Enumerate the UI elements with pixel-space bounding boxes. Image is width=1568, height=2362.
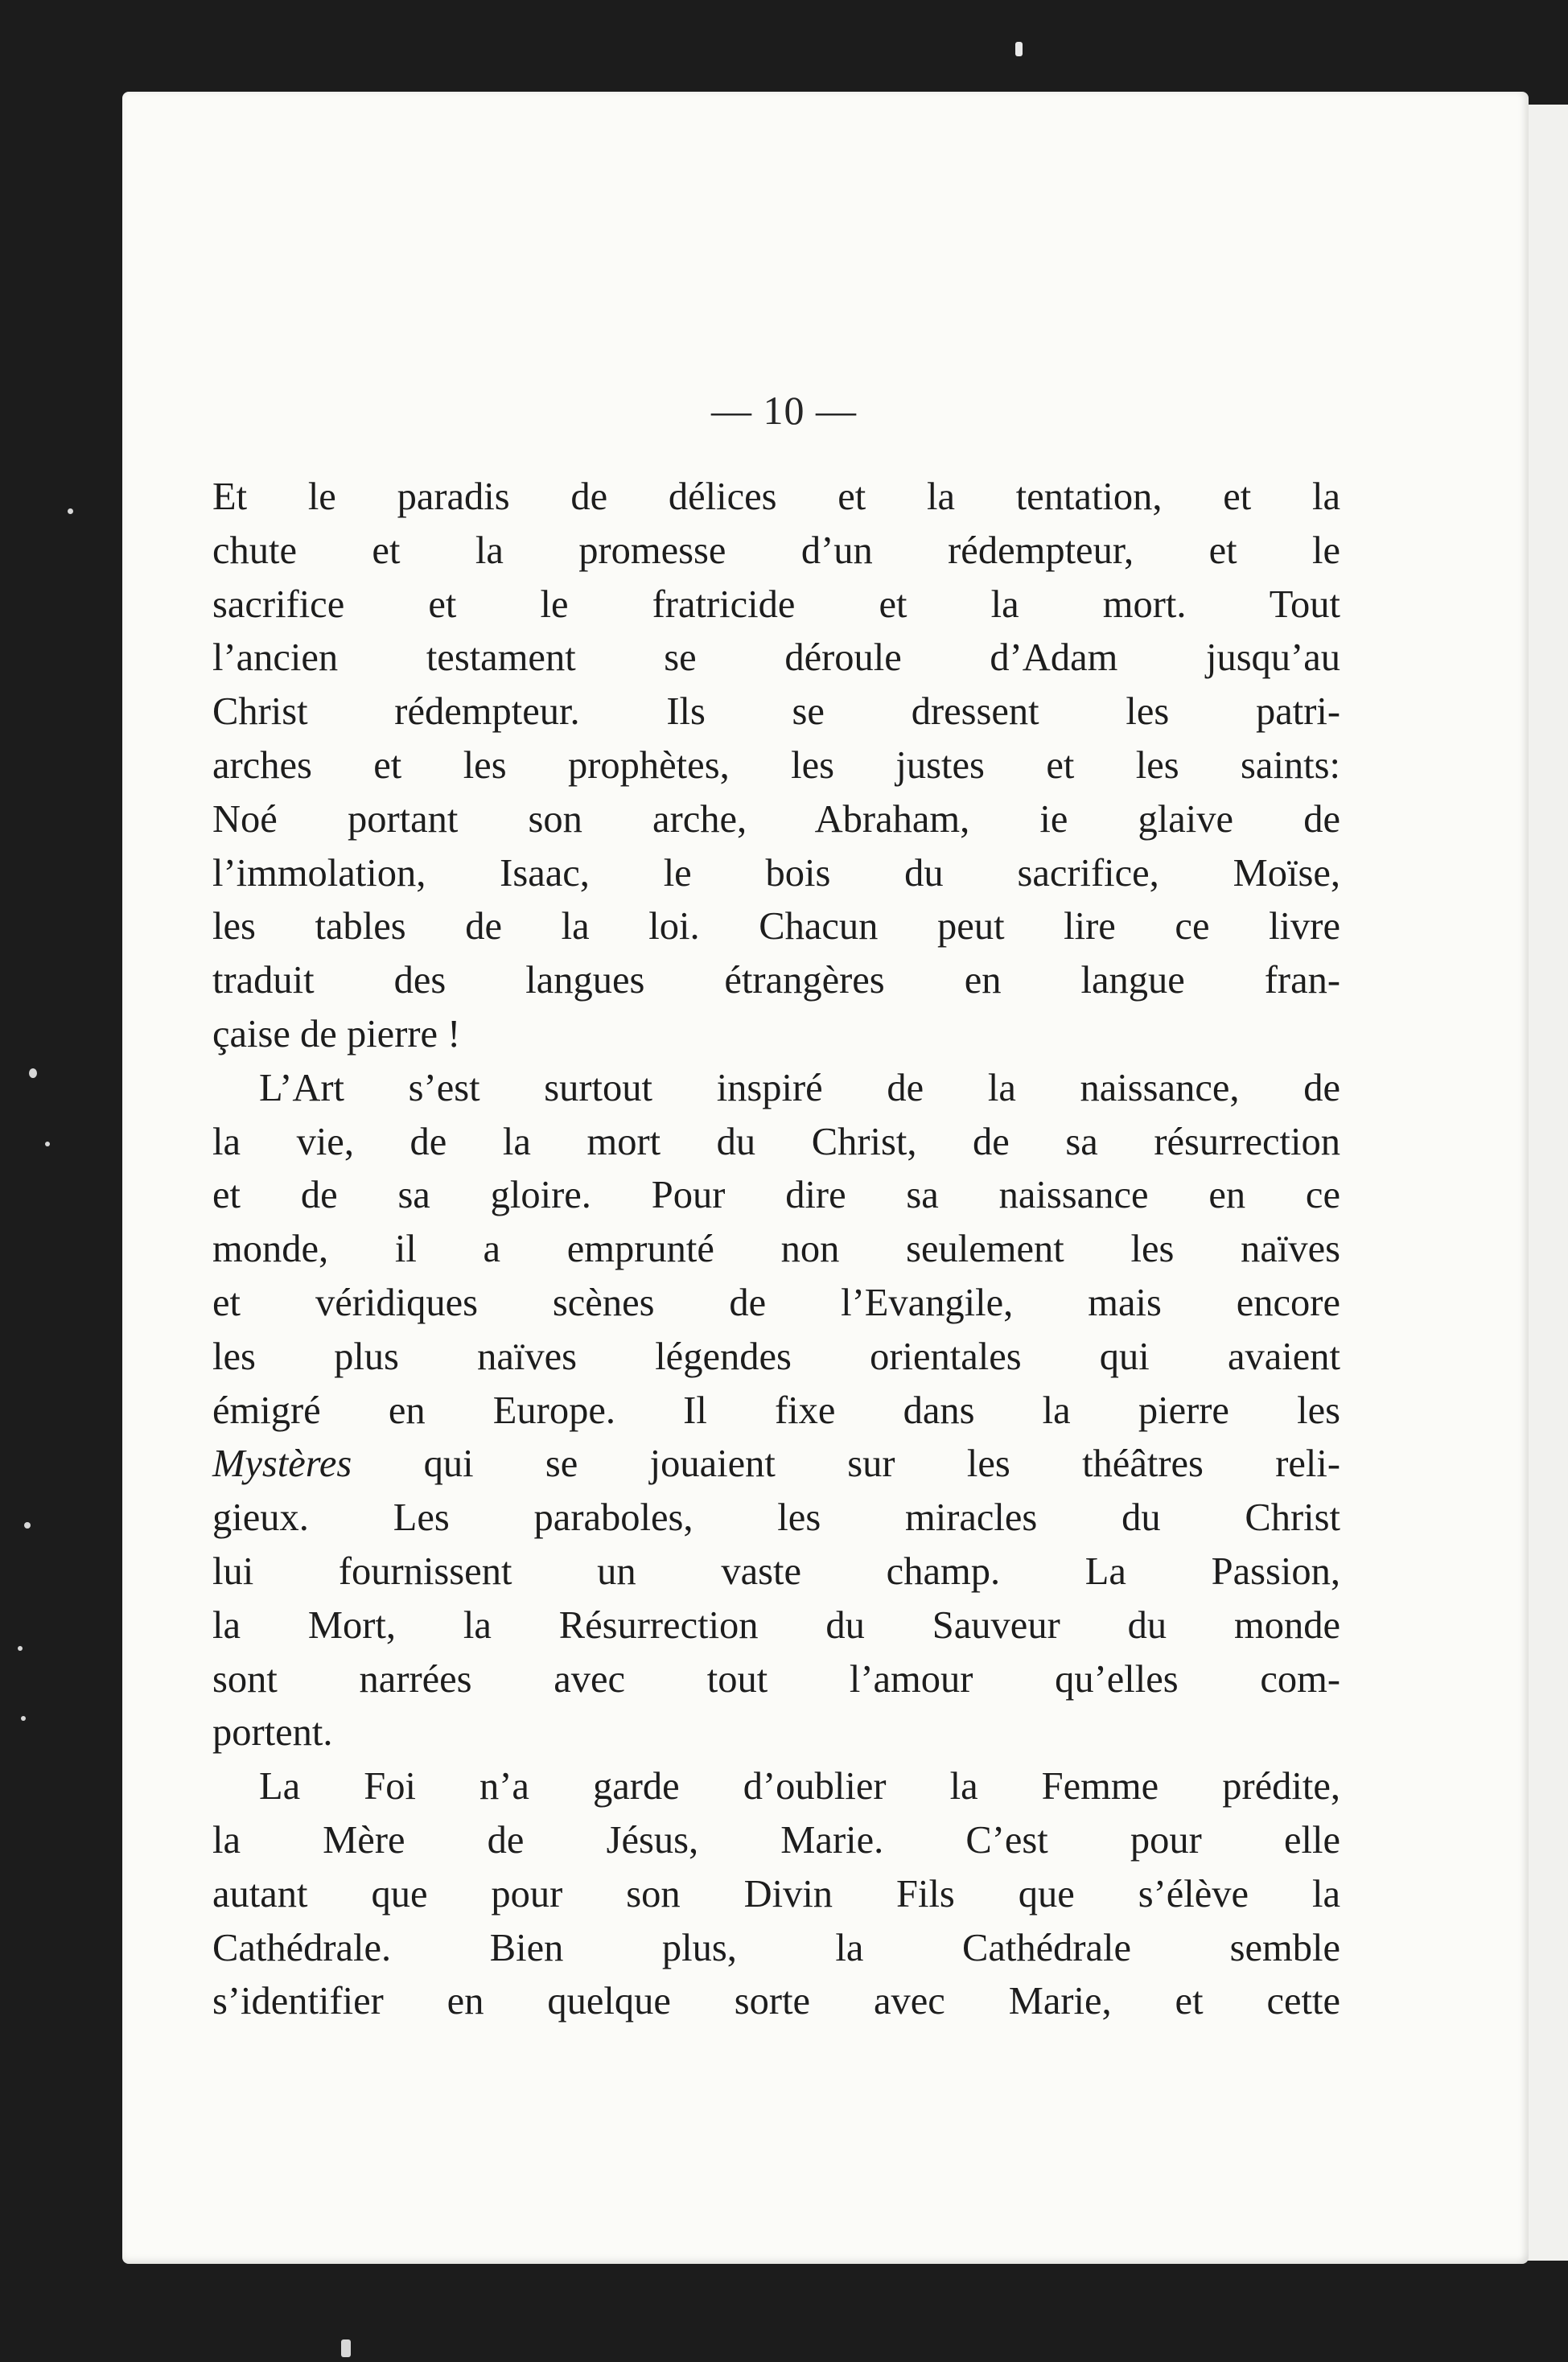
text-line: traduit des langues étrangères en langue fran- [212,959,1340,1002]
text-line: l’ancien testament se déroule d’Adam jusqu’au [212,636,1340,680]
scan-speck [18,1646,23,1651]
italic-title: Mystères [212,1442,352,1486]
text-line: monde, il a emprunté non seulement les naïves [212,1228,1340,1271]
body-text [212,471,1340,2029]
page-number: — 10 — [711,388,857,433]
text-line: autant que pour son Divin Fils que s’élève la [212,1872,1340,1916]
scan-speck [341,2339,351,2357]
text-line: la vie, de la mort du Christ, de sa résurrection [212,1120,1340,1163]
scan-speck [21,1716,26,1721]
text-line: Christ rédempteur. Ils se dressent les patri- [212,690,1340,734]
text-line: çaise de pierre ! [212,1012,461,1055]
scan-speck [45,1142,50,1146]
text-line: arches et les prophètes, les justes et les saints: [212,743,1340,787]
text-line: lui fournissent un vaste champ. La Passion, [212,1549,1340,1593]
text-line: et de sa gloire. Pour dire sa naissance en ce [212,1174,1340,1217]
text-line: s’identifier en quelque sorte avec Marie, et cette [212,1980,1340,2023]
text-line: Et le paradis de délices et la tentation, et la [212,475,1340,518]
text-line: l’immolation, Isaac, le bois du sacrifice, Moïse, [212,851,1340,895]
text-line: et véridiques scènes de l’Evangile, mais encore [212,1281,1340,1324]
line-text: qui se jouaient sur les théâtres reli- [352,1442,1340,1486]
text-line: portent. [212,1711,333,1755]
scan-speck [68,508,73,514]
text-line: la Mère de Jésus, Marie. C’est pour elle [212,1818,1340,1862]
text-line: les plus naïves légendes orientales qui avaient [212,1335,1340,1378]
text-line: Cathédrale. Bien plus, la Cathédrale semble [212,1926,1340,1969]
scan-speck [29,1068,37,1078]
text-line: les tables de la loi. Chacun peut lire ce livre [212,905,1340,949]
text-line: émigré en Europe. Il fixe dans la pierre les [212,1389,1340,1432]
scan-speck [24,1522,31,1529]
text-line: Noé portant son arche, Abraham, ie glaive de [212,797,1340,841]
text-line: la Mort, la Résurrection du Sauveur du monde [212,1603,1340,1647]
scan-speck [1015,42,1023,56]
text-line: chute et la promesse d’un rédempteur, et le [212,529,1340,572]
text-line: La Foi n’a garde d’oublier la Femme prédite, [259,1765,1340,1809]
text-line: sont narrées avec tout l’amour qu’elles com- [212,1657,1340,1701]
text-line: L’Art s’est surtout inspiré de la naissance, de [259,1066,1340,1109]
text-line: gieux. Les paraboles, les miracles du Christ [212,1496,1340,1540]
text-line [212,1438,1340,1492]
text-line: sacrifice et le fratricide et la mort. Tout [212,582,1340,626]
